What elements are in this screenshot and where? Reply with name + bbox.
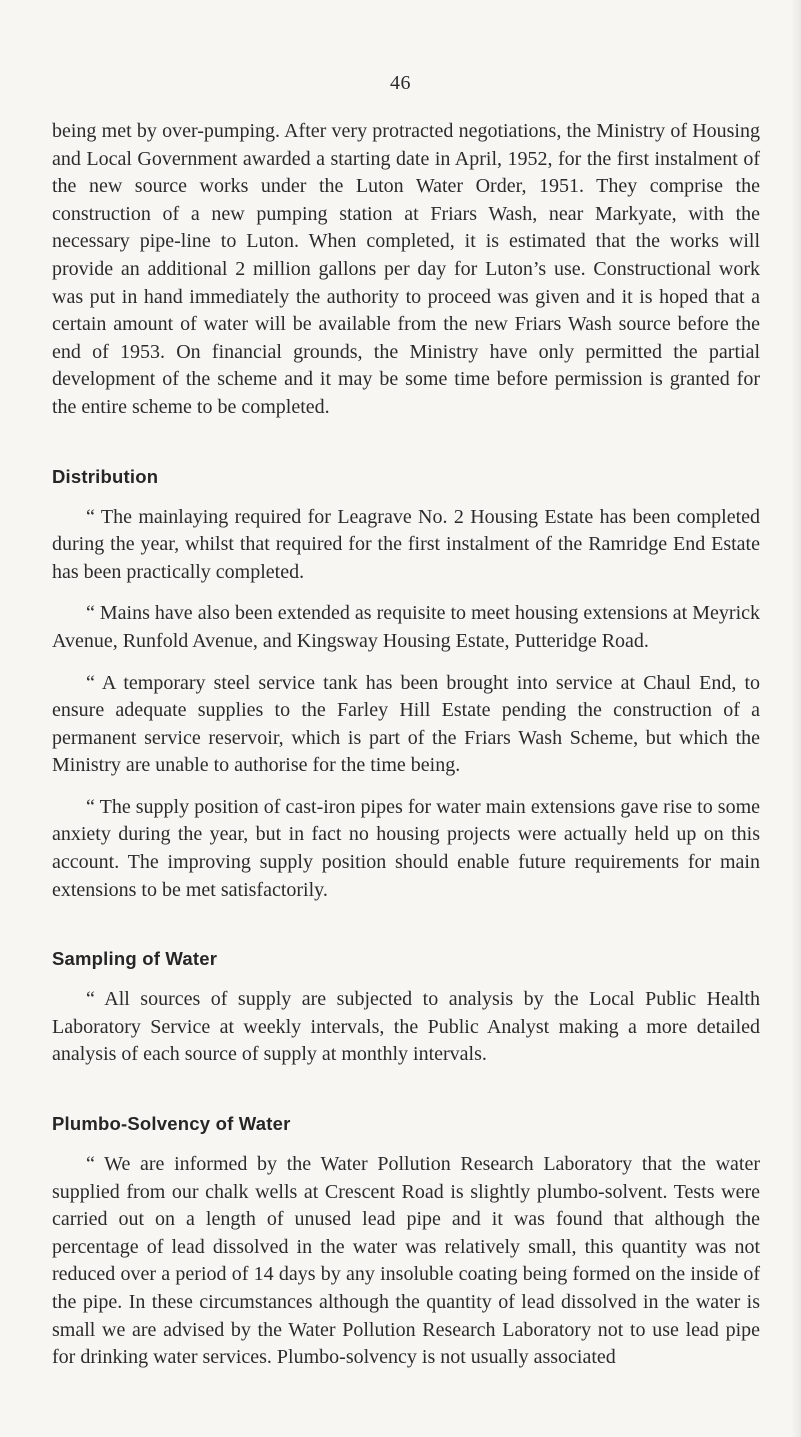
intro-paragraph: being met by over-pumping. After very protracted negotiations, the Ministry of Housing and Local Government awarded a starting date in April, 1952, for the first instalment of the new source works under the Luton Water Order, 1951. They comprise the construction of a new pumping station at Friars Wash, near Markyate, with the necessary pipe-line to Luton. When completed, it is estimated that the works will provide an additional 2 million gallons per day for Luton’s use. Constructional work was put in hand immediately the authority to proceed was given and it is hoped that a certain amount of water will be available from the new Friars Wash source before the end of 1953. On financial grounds, the Ministry have only permitted the partial development of the scheme and it may be some time before permission is granted for the entire scheme to be completed.: [52, 120, 760, 418]
section-heading-plumbo-solvency: Plumbo-Solvency of Water: [52, 1113, 291, 1135]
section-heading-distribution: Distribution: [52, 465, 159, 487]
page-edge-shadow: [791, 0, 801, 1437]
distribution-paragraph: “ The supply position of cast-iron pipes for water main extensions gave rise to some anxiety during the year, but in fact no housing projects were actually held up on this account. The improving supply position should enable future requirements for main extensions to be met satisfactorily.: [52, 795, 760, 901]
sampling-paragraph: “ All sources of supply are subjected to analysis by the Local Public Health Laboratory Service at weekly intervals, the Public Analyst making a more detailed analysis of each source of supply at monthly intervals.: [52, 988, 760, 1066]
plumbo-solvency-paragraph: “ We are informed by the Water Pollution Research Laboratory that the water supplied from our chalk wells at Crescent Road is slightly plumbo-solvent. Tests were carried out on a length of unused lead pipe and it was found that although the percentage of lead dissolved in the water was relatively small, this quantity was not reduced over a period of 14 days by any insoluble coating being formed on the inside of the pipe. In these circumstances although the quantity of lead dissolved in the water is small we are advised by the Water Pollution Research Laboratory not to use lead pipe for drinking water services. Plumbo-solvency is not usually associated: [52, 1153, 760, 1369]
distribution-paragraph: “ The mainlaying required for Leagrave No. 2 Housing Estate has been completed during the year, whilst that required for the first instalment of the Ramridge End Estate has been practically completed.: [52, 505, 760, 583]
distribution-paragraph: “ A temporary steel service tank has been brought into service at Chaul End, to ensure adequate supplies to the Farley Hill Estate pending the construction of a permanent service reservoir, which is part of the Friars Wash Scheme, but which the Ministry are unable to authorise for the time being.: [52, 671, 760, 777]
page-number: 46: [390, 72, 411, 94]
distribution-paragraph: “ Mains have also been extended as requisite to meet housing extensions at Meyrick Avenue, Runfold Avenue, and Kingsway Housing Estate, Putteridge Road.: [52, 602, 760, 652]
page-body: [52, 118, 760, 1372]
section-heading-sampling: Sampling of Water: [52, 948, 218, 970]
